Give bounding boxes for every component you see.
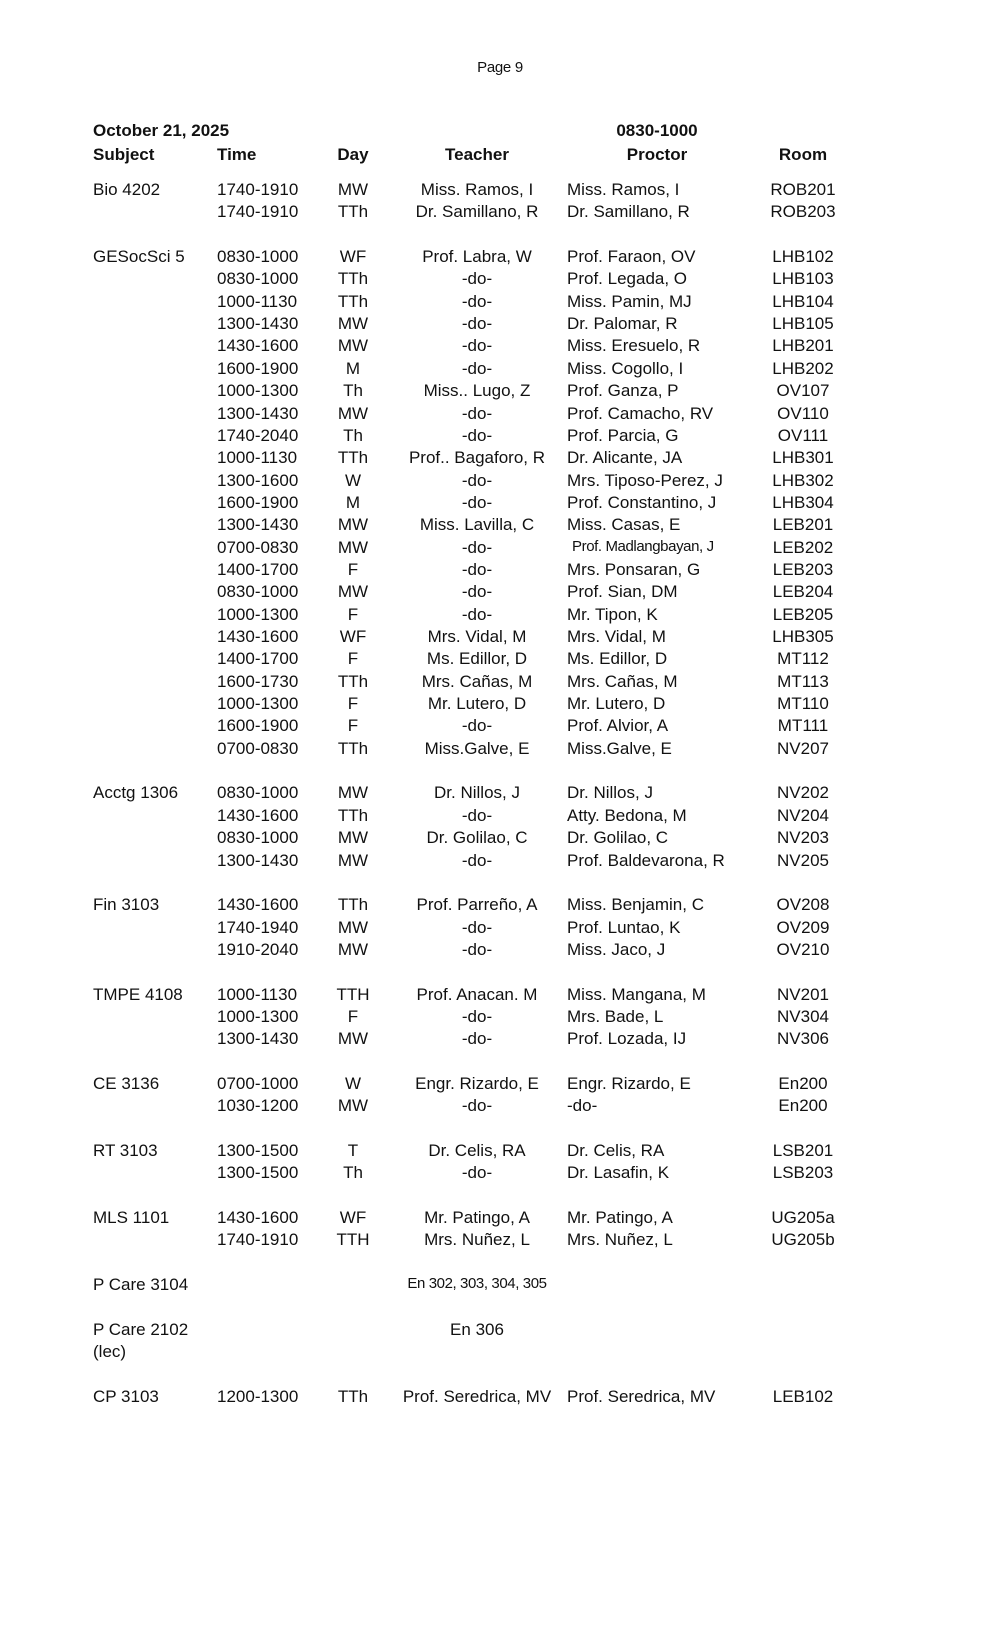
day-cell: MW <box>337 783 369 803</box>
day-cell: MW <box>337 515 369 535</box>
time-cell: 0830-1000 <box>217 582 299 602</box>
teacher-cell: En 306 <box>450 1319 504 1339</box>
time-cell: 1400-1700 <box>217 559 299 579</box>
day-cell: MW <box>337 336 369 356</box>
room-cell: NV201 <box>777 984 829 1004</box>
proctor-cell: Dr. Lasafin, K <box>567 1163 670 1183</box>
table-row-group-start <box>0 1141 1000 1163</box>
proctor-cell: Mrs. Tiposo-Perez, J <box>567 470 723 490</box>
table-row <box>0 716 1000 738</box>
day-cell: Th <box>343 425 363 445</box>
day-cell: TTh <box>337 738 369 758</box>
subject-cell: CP 3103 <box>93 1386 159 1406</box>
proctor-cell: Prof. Faraon, OV <box>567 247 696 267</box>
day-cell: TTh <box>337 805 369 825</box>
teacher-cell: -do- <box>461 492 493 512</box>
proctor-cell: Prof. Ganza, P <box>567 381 679 401</box>
day-cell: Th <box>343 1163 363 1183</box>
room-cell: ROB201 <box>770 180 836 199</box>
proctor-cell: Miss.Galve, E <box>567 738 672 758</box>
room-cell: LEB201 <box>772 515 834 535</box>
subject-cell: Bio 4202 <box>93 180 161 199</box>
time-cell: 1740-2040 <box>217 425 299 445</box>
teacher-cell: -do- <box>461 291 493 311</box>
room-cell: LHB301 <box>772 448 834 468</box>
teacher-cell: -do- <box>461 314 493 334</box>
room-cell: UG205a <box>771 1208 835 1228</box>
proctor-cell: Dr. Alicante, JA <box>567 448 683 468</box>
time-cell: 1000-1300 <box>217 381 299 401</box>
table-row <box>0 940 1000 962</box>
room-cell: En200 <box>778 1074 828 1093</box>
subject-cell: CE 3136 <box>93 1074 160 1093</box>
room-cell: NV207 <box>777 738 829 758</box>
room-cell: NV203 <box>777 828 829 848</box>
table-row <box>0 471 1000 493</box>
table-row <box>0 381 1000 403</box>
table-row-group-start <box>0 247 1000 269</box>
time-cell: 1740-1910 <box>217 180 299 199</box>
teacher-cell: -do- <box>461 1029 493 1049</box>
teacher-cell: Mrs. Vidal, M <box>427 627 527 646</box>
proctor-cell: Dr. Celis, RA <box>567 1141 665 1161</box>
table-row <box>0 649 1000 671</box>
day-cell: MW <box>337 1096 369 1116</box>
proctor-cell: Mrs. Cañas, M <box>567 671 678 691</box>
time-cell: 1300-1430 <box>217 1029 299 1049</box>
teacher-cell: -do- <box>461 470 493 490</box>
table-row-group-start <box>0 985 1000 1007</box>
day-cell: TTh <box>337 202 369 222</box>
exam-time-slot: 0830-1000 <box>616 121 698 140</box>
subject-cell: Acctg 1306 <box>93 783 179 803</box>
table-row <box>0 1230 1000 1252</box>
time-cell: 1740-1940 <box>217 917 299 937</box>
table-row <box>0 605 1000 627</box>
day-cell: MW <box>337 582 369 602</box>
table-row <box>0 828 1000 850</box>
time-cell: 0700-0830 <box>217 537 299 557</box>
proctor-cell: -do- <box>567 1096 598 1116</box>
table-row <box>0 1342 1000 1364</box>
teacher-cell: -do- <box>461 716 493 736</box>
day-cell: TTh <box>337 291 369 311</box>
room-cell: LEB203 <box>772 559 834 579</box>
proctor-cell: Dr. Palomar, R <box>567 314 678 334</box>
column-header-room: Room <box>778 145 828 164</box>
day-cell: MW <box>337 180 369 199</box>
table-row <box>0 538 1000 560</box>
proctor-cell: Atty. Bedona, M <box>567 805 687 825</box>
proctor-cell: Prof. Legada, O <box>567 269 688 289</box>
room-cell: LEB205 <box>772 604 834 624</box>
table-row <box>0 627 1000 649</box>
room-cell: LHB103 <box>772 269 834 289</box>
subject-cell: MLS 1101 <box>93 1208 170 1228</box>
time-cell: 1200-1300 <box>217 1386 299 1406</box>
time-cell: 0830-1000 <box>217 247 299 267</box>
proctor-cell: Miss. Casas, E <box>567 515 681 535</box>
day-cell: MW <box>337 537 369 557</box>
proctor-cell: Prof. Seredrica, MV <box>567 1386 716 1406</box>
time-cell: 1000-1130 <box>217 984 298 1004</box>
room-cell: LHB102 <box>772 247 834 267</box>
teacher-cell: Prof. Seredrica, MV <box>402 1386 552 1406</box>
table-row <box>0 694 1000 716</box>
room-cell: OV110 <box>777 403 829 423</box>
subject-cell: GESocSci 5 <box>93 247 185 267</box>
proctor-cell: Mr. Lutero, D <box>567 694 666 714</box>
teacher-cell: -do- <box>461 269 493 289</box>
time-cell: 1300-1430 <box>217 515 299 535</box>
teacher-cell: Miss.Galve, E <box>424 738 530 758</box>
room-cell: LSB201 <box>772 1141 834 1161</box>
time-cell: 1000-1300 <box>217 604 299 624</box>
teacher-cell: Dr. Golilao, C <box>426 828 528 848</box>
day-cell: MW <box>337 917 369 937</box>
table-row-group-start <box>0 180 1000 202</box>
table-row-group-start <box>0 783 1000 805</box>
subject-cell: TMPE 4108 <box>93 984 183 1004</box>
table-row <box>0 739 1000 761</box>
teacher-cell: -do- <box>461 917 493 937</box>
day-cell: T <box>347 1141 359 1161</box>
proctor-cell: Mr. Tipon, K <box>567 604 658 624</box>
day-cell: TTh <box>337 448 369 468</box>
teacher-cell: -do- <box>461 582 493 602</box>
proctor-cell: Prof. Alvior, A <box>567 716 669 736</box>
day-cell: MW <box>337 939 369 959</box>
teacher-cell: -do- <box>461 336 493 356</box>
subject-cell: P Care 2102 <box>93 1319 189 1339</box>
room-cell: En200 <box>778 1096 828 1116</box>
page-number: Page 9 <box>477 59 523 76</box>
teacher-cell: Miss. Ramos, I <box>420 180 534 199</box>
table-row <box>0 806 1000 828</box>
proctor-cell: Mr. Patingo, A <box>567 1208 673 1228</box>
column-header-day: Day <box>337 145 369 164</box>
table-row <box>0 426 1000 448</box>
table-row-group-start <box>0 1387 1000 1409</box>
time-cell: 1000-1300 <box>217 694 299 714</box>
table-row-group-start <box>0 1074 1000 1096</box>
day-cell: MW <box>337 1029 369 1049</box>
table-row <box>0 1320 1000 1342</box>
day-cell: W <box>344 470 362 490</box>
table-row <box>0 918 1000 940</box>
room-cell: ROB203 <box>770 202 836 222</box>
day-cell: MW <box>337 314 369 334</box>
room-cell: NV202 <box>777 783 829 803</box>
teacher-cell: -do- <box>461 1006 493 1026</box>
table-row <box>0 359 1000 381</box>
room-cell: LHB304 <box>772 492 834 512</box>
proctor-cell: Miss. Benjamin, C <box>567 895 704 915</box>
table-row <box>0 269 1000 291</box>
room-cell: LEB204 <box>772 582 834 602</box>
proctor-cell: Dr. Nillos, J <box>567 783 653 803</box>
column-header-time: Time <box>217 145 257 164</box>
time-cell: 1000-1130 <box>217 448 298 468</box>
exam-date: October 21, 2025 <box>93 121 230 140</box>
day-cell: W <box>344 1074 362 1093</box>
table-row <box>0 292 1000 314</box>
day-cell: Th <box>343 381 363 401</box>
time-cell: 1600-1900 <box>217 716 299 736</box>
time-cell: 0700-1000 <box>217 1074 299 1093</box>
time-cell: 1400-1700 <box>217 649 299 669</box>
teacher-cell: -do- <box>461 559 493 579</box>
day-cell: F <box>347 649 359 669</box>
proctor-cell: Prof. Madlangbayan, J <box>572 537 714 555</box>
column-header-teacher: Teacher <box>445 145 509 164</box>
subject-cell: (lec) <box>93 1342 127 1362</box>
room-cell: LHB104 <box>772 291 834 311</box>
teacher-cell: -do- <box>461 805 493 825</box>
table-row <box>0 1007 1000 1029</box>
room-cell: OV107 <box>776 381 830 401</box>
proctor-cell: Prof. Baldevarona, R <box>567 850 725 870</box>
time-cell: 1430-1600 <box>217 627 299 646</box>
teacher-cell: Ms. Edillor, D <box>426 649 528 669</box>
teacher-cell: -do- <box>461 1163 493 1183</box>
teacher-cell: -do- <box>461 358 493 378</box>
time-cell: 1300-1430 <box>217 314 299 334</box>
table-row <box>0 1029 1000 1051</box>
teacher-cell: Dr. Celis, RA <box>428 1141 526 1161</box>
proctor-cell: Mrs. Ponsaran, G <box>567 559 701 579</box>
time-cell: 1600-1900 <box>217 492 299 512</box>
day-cell: M <box>345 492 361 512</box>
teacher-cell: Dr. Samillano, R <box>415 202 539 222</box>
teacher-cell: Mr. Patingo, A <box>424 1208 530 1228</box>
table-row-group-start <box>0 1208 1000 1230</box>
room-cell: OV210 <box>776 939 830 959</box>
day-cell: F <box>347 694 359 714</box>
proctor-cell: Miss. Ramos, I <box>567 180 680 199</box>
proctor-cell: Engr. Rizardo, E <box>567 1074 691 1093</box>
time-cell: 1600-1900 <box>217 358 299 378</box>
room-cell: MT111 <box>777 716 829 736</box>
table-row <box>0 851 1000 873</box>
room-cell: LHB302 <box>772 470 834 490</box>
day-cell: TTH <box>336 1230 370 1250</box>
proctor-cell: Dr. Samillano, R <box>567 202 690 222</box>
time-cell: 1430-1600 <box>217 805 299 825</box>
teacher-cell: -do- <box>461 537 493 557</box>
proctor-cell: Prof. Camacho, RV <box>567 403 714 423</box>
time-cell: 1740-1910 <box>217 1230 299 1250</box>
table-row-group-start <box>0 895 1000 917</box>
proctor-cell: Miss. Mangana, M <box>567 984 706 1004</box>
table-row <box>0 448 1000 470</box>
proctor-cell: Prof. Constantino, J <box>567 492 717 512</box>
subject-cell: Fin 3103 <box>93 895 160 915</box>
proctor-cell: Prof. Lozada, IJ <box>567 1029 687 1049</box>
room-cell: OV208 <box>776 895 830 915</box>
time-cell: 1300-1430 <box>217 403 299 423</box>
time-cell: 1600-1730 <box>217 671 299 691</box>
room-cell: LEB202 <box>772 537 834 557</box>
room-cell: LHB105 <box>772 314 834 334</box>
teacher-cell: -do- <box>461 850 493 870</box>
day-cell: F <box>347 604 359 624</box>
time-cell: 0830-1000 <box>217 783 299 803</box>
time-cell: 1030-1200 <box>217 1096 299 1116</box>
day-cell: MW <box>337 403 369 423</box>
time-cell: 0830-1000 <box>217 269 299 289</box>
day-cell: WF <box>339 1208 367 1228</box>
room-cell: MT113 <box>777 671 829 691</box>
proctor-cell: Prof. Luntao, K <box>567 917 681 937</box>
teacher-cell: Mrs. Nuñez, L <box>424 1230 530 1250</box>
teacher-cell: Mr. Lutero, D <box>427 694 527 714</box>
room-cell: NV204 <box>777 805 829 825</box>
proctor-cell: Mrs. Vidal, M <box>567 627 666 646</box>
proctor-cell: Mrs. Bade, L <box>567 1006 664 1026</box>
table-row <box>0 404 1000 426</box>
table-row <box>0 1163 1000 1185</box>
room-cell: OV209 <box>776 917 830 937</box>
day-cell: F <box>347 559 359 579</box>
table-row <box>0 582 1000 604</box>
day-cell: F <box>347 716 359 736</box>
time-cell: 1300-1600 <box>217 470 299 490</box>
day-cell: WF <box>339 627 367 646</box>
teacher-cell: En 302, 303, 304, 305 <box>407 1275 547 1293</box>
day-cell: TTh <box>337 269 369 289</box>
room-cell: LSB203 <box>772 1163 834 1183</box>
table-row <box>0 1096 1000 1118</box>
teacher-cell: Miss.. Lugo, Z <box>423 381 531 401</box>
teacher-cell: -do- <box>461 1096 493 1116</box>
table-row <box>0 202 1000 224</box>
room-cell: UG205b <box>771 1230 835 1250</box>
column-header-subject: Subject <box>93 145 155 164</box>
teacher-cell: -do- <box>461 939 493 959</box>
time-cell: 1910-2040 <box>217 939 299 959</box>
day-cell: TTh <box>337 1386 369 1406</box>
room-cell: MT112 <box>777 649 829 669</box>
room-cell: LHB305 <box>772 627 834 646</box>
teacher-cell: Prof. Anacan. M <box>416 984 538 1004</box>
day-cell: MW <box>337 828 369 848</box>
time-cell: 0700-0830 <box>217 738 299 758</box>
day-cell: MW <box>337 850 369 870</box>
proctor-cell: Dr. Golilao, C <box>567 828 669 848</box>
room-cell: LEB102 <box>772 1386 834 1406</box>
time-cell: 1000-1130 <box>217 291 298 311</box>
table-row <box>0 493 1000 515</box>
room-cell: OV111 <box>777 425 829 445</box>
table-row <box>0 515 1000 537</box>
room-cell: NV205 <box>777 850 829 870</box>
day-cell: M <box>345 358 361 378</box>
room-cell: MT110 <box>777 694 829 714</box>
room-cell: LHB202 <box>772 358 834 378</box>
time-cell: 1430-1600 <box>217 1208 299 1228</box>
teacher-cell: Miss. Lavilla, C <box>419 515 535 535</box>
table-row <box>0 560 1000 582</box>
proctor-cell: Prof. Sian, DM <box>567 582 678 602</box>
time-cell: 1000-1300 <box>217 1006 299 1026</box>
subject-cell: P Care 3104 <box>93 1275 189 1295</box>
proctor-cell: Miss. Pamin, MJ <box>567 291 692 311</box>
teacher-cell: Prof.. Bagaforo, R <box>408 448 546 468</box>
time-cell: 1740-1910 <box>217 202 299 222</box>
teacher-cell: Prof. Parreño, A <box>416 895 538 915</box>
proctor-cell: Miss. Eresuelo, R <box>567 336 701 356</box>
room-cell: NV306 <box>777 1029 829 1049</box>
proctor-cell: Ms. Edillor, D <box>567 649 668 669</box>
teacher-cell: -do- <box>461 604 493 624</box>
room-cell: LHB201 <box>772 336 834 356</box>
time-cell: 0830-1000 <box>217 828 299 848</box>
table-row <box>0 1275 1000 1297</box>
day-cell: TTh <box>337 895 369 915</box>
proctor-cell: Mrs. Nuñez, L <box>567 1230 673 1250</box>
proctor-cell: Miss. Jaco, J <box>567 939 666 959</box>
table-row <box>0 672 1000 694</box>
proctor-cell: Miss. Cogollo, I <box>567 358 684 378</box>
day-cell: TTh <box>337 671 369 691</box>
column-header-proctor: Proctor <box>626 145 688 164</box>
proctor-cell: Prof. Parcia, G <box>567 425 679 445</box>
teacher-cell: Mrs. Cañas, M <box>421 671 533 691</box>
teacher-cell: Prof. Labra, W <box>422 247 532 267</box>
room-cell: NV304 <box>777 1006 829 1026</box>
teacher-cell: Engr. Rizardo, E <box>415 1074 539 1093</box>
time-cell: 1430-1600 <box>217 336 299 356</box>
day-cell: F <box>347 1006 359 1026</box>
table-row <box>0 336 1000 358</box>
teacher-cell: -do- <box>461 403 493 423</box>
day-cell: WF <box>339 247 367 267</box>
table-row <box>0 314 1000 336</box>
teacher-cell: Dr. Nillos, J <box>434 783 520 803</box>
time-cell: 1300-1500 <box>217 1163 299 1183</box>
time-cell: 1300-1430 <box>217 850 299 870</box>
time-cell: 1300-1500 <box>217 1141 299 1161</box>
day-cell: TTH <box>336 984 370 1004</box>
teacher-cell: -do- <box>461 425 493 445</box>
subject-cell: RT 3103 <box>93 1141 158 1161</box>
time-cell: 1430-1600 <box>217 895 299 915</box>
